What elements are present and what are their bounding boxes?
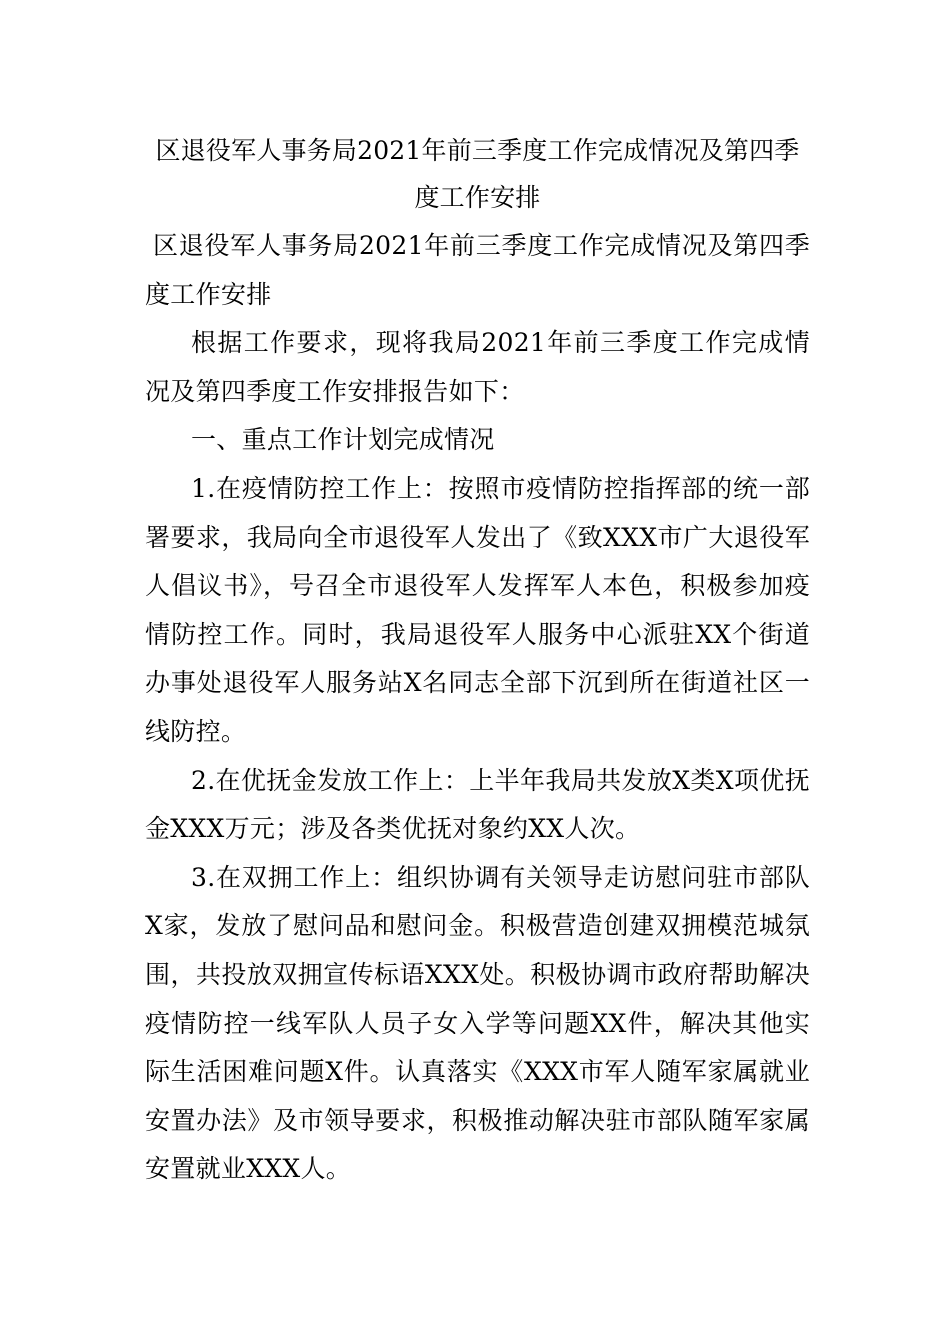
paragraph-dual-support: 3.在双拥工作上：组织协调有关领导走访慰问驻市部队X家，发放了慰问品和慰问金。积极营造创建双拥模范城氛围，共投放双拥宣传标语XXX处。积极协调市政府帮助解决疫情防控一线军队人员子女入学等问题XX件，解决其他实际生活困难问题X件。认真落实《XXX市军人随军家属就业安置办法》及市领导要求，积极推动解决驻市部队随军家属安置就业XXX人。 [145, 862, 810, 1184]
intro-paragraph: 根据工作要求，现将我局2021年前三季度工作完成情况及第四季度工作安排报告如下： [145, 328, 810, 406]
paragraph-epidemic-control: 1.在疫情防控工作上：按照市疫情防控指挥部的统一部署要求，我局向全市退役军人发出了《致XXX市广大退役军人倡议书》，号召全市退役军人发挥军人本色，积极参加疫情防控工作。同时，我局退役军人服务中心派驻XX个街道办事处退役军人服务站X名同志全部下沉到所在街道社区一线防控。 [145, 473, 810, 746]
section-heading: 一、重点工作计划完成情况 [191, 425, 495, 455]
document-body [145, 222, 810, 1194]
document-subtitle: 区退役军人事务局2021年前三季度工作完成情况及第四季度工作安排 [145, 231, 810, 309]
document-title: 区退役军人事务局2021年前三季度工作完成情况及第四季度工作安排 [155, 136, 800, 212]
paragraph-pension-payment: 2.在优抚金发放工作上：上半年我局共发放X类X项优抚金XXX万元；涉及各类优抚对象约XX人次。 [145, 765, 810, 844]
